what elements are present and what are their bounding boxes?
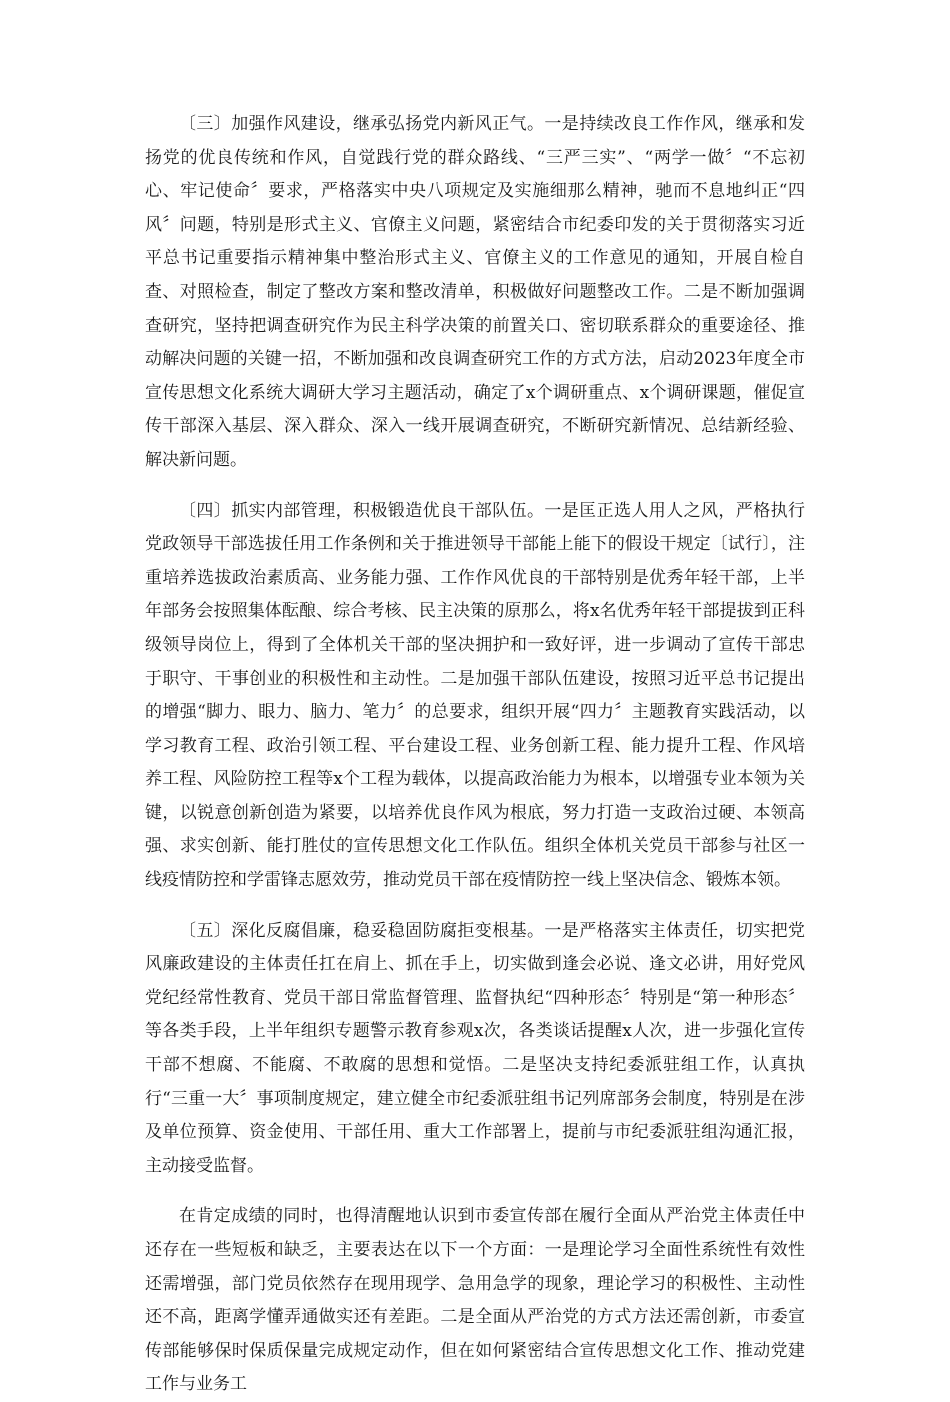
paragraph-anti-corruption: 〔五〕深化反腐倡廉，稳妥稳固防腐拒变根基。一是严格落实主体责任，切实把党风廉政建设的主体责任扛在肩上、抓在手上，切实做到逢会必说、逢文必讲，用好党风党纪经常性教育、党员干部日常监督管理、监督执纪“四种形态〞特别是“第一种形态〞等各类手段，上半年组织专题警示教育参观x次，各类谈话提醒x人次，进一步强化宣传干部不想腐、不能腐、不敢腐的思想和觉悟。二是坚决支持纪委派驻组工作，认真执行“三重一大〞事项制度规定，建立健全市纪委派驻组书记列席部务会制度，特别是在涉及单位预算、资金使用、干部任用、重大工作部署上，提前与市纪委派驻组沟通汇报，主动接受监督。 <box>145 920 805 1176</box>
paragraph-work-style: 〔三〕加强作风建设，继承弘扬党内新风正气。一是持续改良工作作风，继承和发扬党的优良传统和作风，自觉践行党的群众路线、“三严三实”、“两学一做〞“不忘初心、牢记使命〞要求，严格落实中央八项规定及实施细那么精神，驰而不息地纠正“四风〞问题，特别是形式主义、官僚主义问题，紧密结合市纪委印发的关于贯彻落实习近平总书记重要指示精神集中整治形式主义、官僚主义的工作意见的通知，开展自检自查、对照检查，制定了整改方案和整改清单，积极做好问题整改工作。二是不断加强调查研究，坚持把调查研究作为民主科学决策的前置关口、密切联系群众的重要途径、推动解决问题的关键一招，不断加强和改良调查研究工作的方式方法，启动2023年度全市宣传思想文化系统大调研大学习主题活动，确定了x个调研重点、x个调研课题，催促宣传干部深入基层、深入群众、深入一线开展调查研究，不断研究新情况、总结新经验、解决新问题。 <box>145 114 805 470</box>
paragraph-shortcomings: 在肯定成绩的同时，也得清醒地认识到市委宣传部在履行全面从严治党主体责任中还存在一些短板和缺乏，主要表达在以下一个方面：一是理论学习全面性系统性有效性还需增强，部门党员依然存在现用现学、急用急学的现象，理论学习的积极性、主动性还不高，距离学懂弄通做实还有差距。二是全面从严治党的方式方法还需创新，市委宣传部能够保时保质保量完成规定动作，但在如何紧密结合宣传思想文化工作、推动党建工作与业务工 <box>145 1206 805 1395</box>
paragraph-internal-management: 〔四〕抓实内部管理，积极锻造优良干部队伍。一是匡正选人用人之风，严格执行党政领导干部选拔任用工作条例和关于推进领导干部能上能下的假设干规定〔试行〕，注重培养选拔政治素质高、业务能力强、工作作风优良的干部特别是优秀年轻干部，上半年部务会按照集体酝酿、综合考核、民主决策的原那么，将x名优秀年轻干部提拔到正科级领导岗位上，得到了全体机关干部的坚决拥护和一致好评，进一步调动了宣传干部忠于职守、干事创业的积极性和主动性。二是加强干部队伍建设，按照习近平总书记提出的增强“脚力、眼力、脑力、笔力〞的总要求，组织开展“四力〞主题教育实践活动，以学习教育工程、政治引领工程、平台建设工程、业务创新工程、能力提升工程、作风培养工程、风险防控工程等x个工程为载体，以提高政治能力为根本，以增强专业本领为关键，以锐意创新创造为紧要，以培养优良作风为根底，努力打造一支政治过硬、本领高强、求实创新、能打胜仗的宣传思想文化工作队伍。组织全体机关党员干部参与社区一线疫情防控和学雷锋志愿效劳，推动党员干部在疫情防控一线上坚决信念、锻炼本领。 <box>145 500 805 891</box>
document-body <box>145 108 805 1402</box>
